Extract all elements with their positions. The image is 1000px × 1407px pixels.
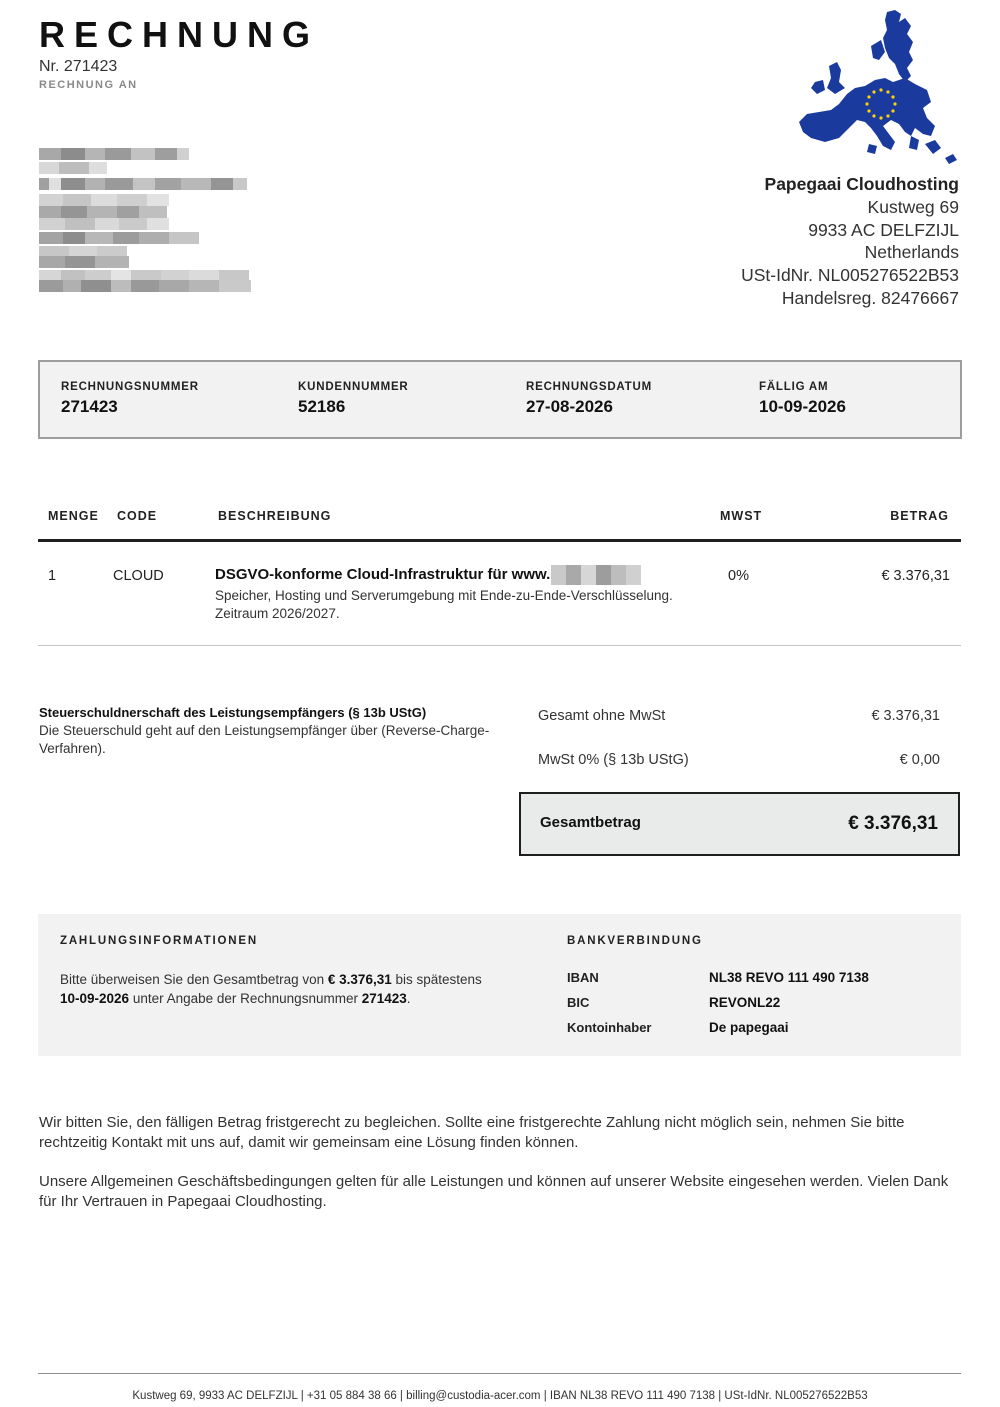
meta-invoice-date bbox=[526, 381, 652, 417]
column-header-vat: MWST bbox=[720, 509, 763, 523]
grand-total-label: Gesamtbetrag bbox=[540, 814, 641, 831]
reverse-charge-text: Die Steuerschuld geht auf den Leistungsempfänger über (Reverse-Charge-Verfahren). bbox=[39, 723, 490, 756]
column-header-code: CODE bbox=[117, 509, 158, 523]
item-code: CLOUD bbox=[113, 568, 164, 584]
meta-value: 52186 bbox=[298, 397, 346, 416]
iban-value: NL38 REVO 111 490 7138 bbox=[709, 970, 869, 985]
payment-reference: 271423 bbox=[361, 991, 407, 1006]
bank-details-heading: BANKVERBINDUNG bbox=[567, 935, 703, 947]
closing-paragraph-terms: Unsere Allgemeinen Geschäftsbedingungen gelten für alle Leistungen und können auf unserer Website eingesehen werden. Vielen Dank für Ihr Vertrauen in Papegaai Cloudhosting. bbox=[39, 1173, 949, 1210]
item-vat: 0% bbox=[728, 568, 749, 584]
table-header-rule bbox=[38, 539, 961, 542]
payment-instructions bbox=[60, 970, 530, 1008]
meta-value: 271423 bbox=[61, 397, 118, 416]
payment-text: bis spätestens bbox=[391, 972, 482, 987]
column-header-amount: BETRAG bbox=[890, 509, 949, 523]
iban-label: IBAN bbox=[567, 970, 599, 985]
invoice-meta-box bbox=[38, 360, 962, 439]
meta-value: 27-08-2026 bbox=[526, 397, 613, 416]
company-registry: Handelsreg. 82476667 bbox=[781, 287, 959, 308]
grand-total-box bbox=[519, 792, 960, 856]
company-street: Kustweg 69 bbox=[867, 196, 959, 217]
item-title-text: DSGVO-konforme Cloud-Infrastruktur für www. bbox=[215, 565, 551, 583]
footer-rule bbox=[38, 1373, 961, 1374]
table-bottom-rule bbox=[38, 645, 961, 646]
payment-text: . bbox=[406, 991, 411, 1006]
company-country: Netherlands bbox=[864, 242, 959, 263]
payment-text: unter Angabe der Rechnungsnummer bbox=[129, 991, 362, 1006]
payment-amount: € 3.376,31 bbox=[327, 972, 392, 987]
redacted-recipient-address bbox=[39, 148, 261, 292]
closing-paragraph-payment: Wir bitten Sie, den fälligen Betrag fristgerecht zu begleichen. Sollte eine fristgerechte Zahlung nicht möglich sein, nehmen Sie bitte rechtzeitig Kontakt mit uns auf, damit wir gemeinsam eine Lösung finden können. bbox=[39, 1114, 905, 1151]
account-holder-label: Kontoinhaber bbox=[567, 1020, 652, 1035]
bic-value: REVONL22 bbox=[709, 995, 781, 1010]
reverse-charge-title: Steuerschuldnerschaft des Leistungsempfängers (§ 13b UStG) bbox=[39, 705, 427, 720]
meta-label: FÄLLIG AM bbox=[759, 381, 829, 393]
payment-due-date: 10-09-2026 bbox=[60, 991, 130, 1006]
column-header-description: BESCHREIBUNG bbox=[218, 509, 332, 523]
account-holder-value: De papegaai bbox=[709, 1020, 789, 1035]
vat-total-value: € 0,00 bbox=[899, 752, 940, 768]
item-description-line: Speicher, Hosting und Serverumgebung mit Ende-zu-Ende-Verschlüsselung. bbox=[215, 588, 673, 603]
meta-customer-number bbox=[298, 381, 409, 417]
meta-due-date bbox=[759, 381, 846, 417]
invoice-title: RECHNUNG bbox=[39, 14, 320, 55]
grand-total-value: € 3.376,31 bbox=[848, 813, 938, 834]
bic-label: BIC bbox=[567, 995, 590, 1010]
redacted-domain bbox=[551, 565, 641, 585]
meta-value: 10-09-2026 bbox=[759, 397, 846, 416]
net-total-label: Gesamt ohne MwSt bbox=[538, 708, 666, 724]
meta-label: RECHNUNGSNUMMER bbox=[61, 381, 199, 393]
item-description-line: Zeitraum 2026/2027. bbox=[215, 606, 340, 621]
item-amount: € 3.376,31 bbox=[881, 568, 950, 584]
sender-address-block bbox=[741, 173, 959, 310]
eu-map-icon bbox=[795, 8, 961, 170]
vat-total-label: MwSt 0% (§ 13b UStG) bbox=[538, 752, 689, 768]
item-title bbox=[215, 565, 641, 585]
bill-to-label: RECHNUNG AN bbox=[39, 79, 138, 91]
meta-label: RECHNUNGSDATUM bbox=[526, 381, 652, 393]
company-name: Papegaai Cloudhosting bbox=[764, 174, 959, 194]
payment-info-box bbox=[38, 914, 961, 1056]
meta-invoice-number bbox=[61, 381, 199, 417]
net-total-value: € 3.376,31 bbox=[871, 708, 940, 724]
item-description bbox=[215, 587, 695, 623]
footer-contact-line: Kustweg 69, 9933 AC DELFZIJL | +31 05 884 38 66 | billing@custodia-acer.com | IBAN NL38 REVO 111 490 7138 | USt-IdNr. NL005276522B53 bbox=[132, 1390, 868, 1402]
company-city: 9933 AC DELFZIJL bbox=[808, 219, 959, 240]
payment-text: Bitte überweisen Sie den Gesamtbetrag von bbox=[60, 972, 328, 987]
payment-info-heading: ZAHLUNGSINFORMATIONEN bbox=[60, 935, 258, 947]
company-vat-id: USt-IdNr. NL005276522B53 bbox=[741, 265, 959, 286]
column-header-qty: MENGE bbox=[48, 509, 99, 523]
meta-label: KUNDENNUMMER bbox=[298, 381, 409, 393]
item-qty: 1 bbox=[48, 568, 57, 584]
invoice-number-line: Nr. 271423 bbox=[39, 58, 118, 75]
